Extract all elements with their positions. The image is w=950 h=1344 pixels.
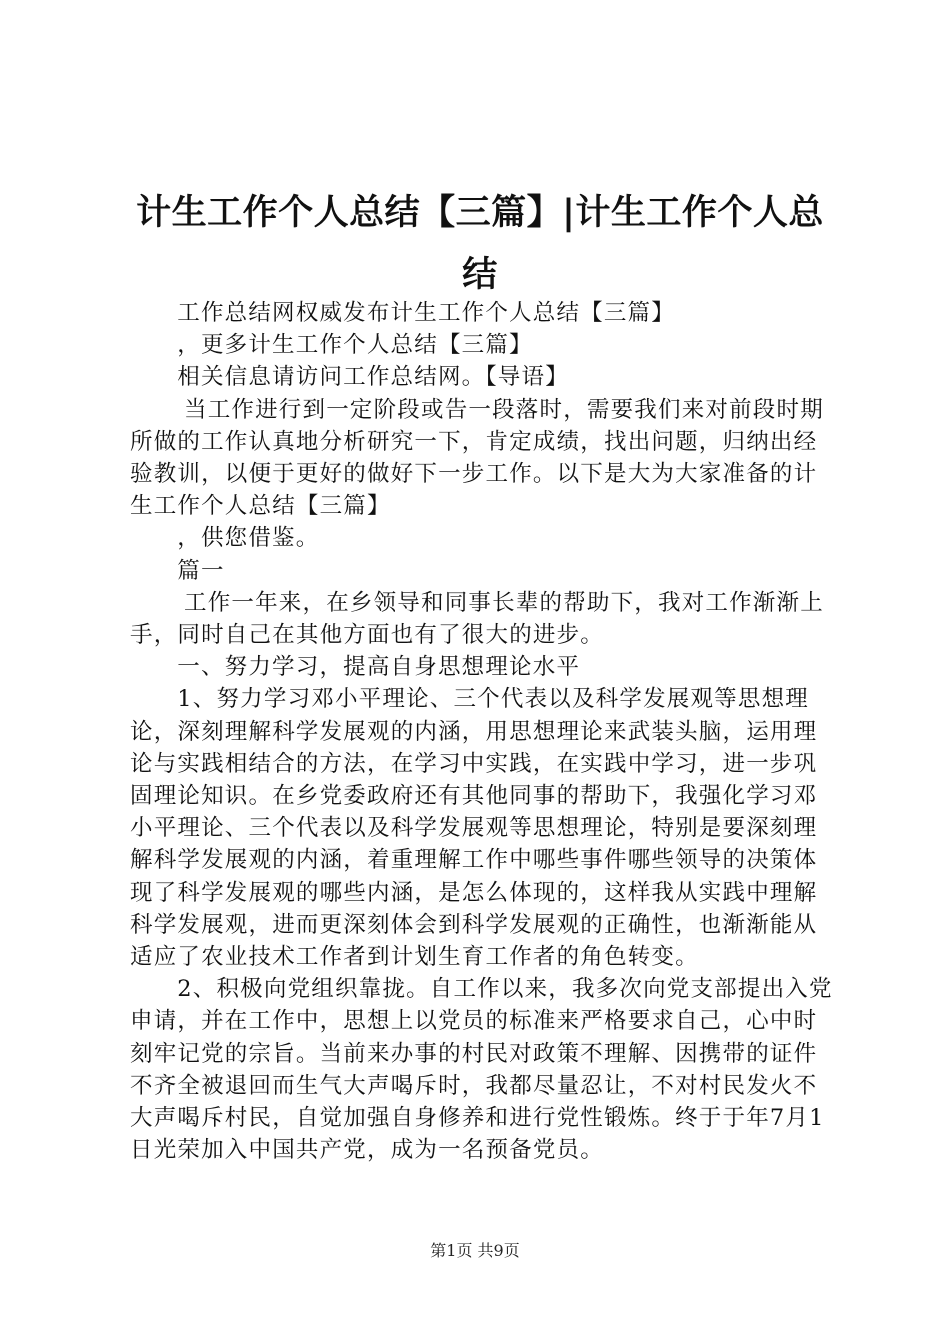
paragraph-party: 2、积极向党组织靠拢。自工作以来，我多次向党支部提出入党申请，并在工作中，思想上以党员的标准来严格要求自己，心中时刻牢记党的宗旨。当前来办事的村民对政策不理解、因携带的证件不齐全被退回而生气大声喝斥时，我都尽量忍让，不对村民发火不大声喝斥村民，自觉加强自身修养和进行党性锻炼。终于于年7月1日光荣加入中国共产党，成为一名预备党员。: [130, 976, 833, 1164]
paragraph-intro: 当工作进行到一定阶段或告一段落时，需要我们来对前段时期所做的工作认真地分析研究一下，肯定成绩，找出问题，归纳出经验教训，以便于更好的做好下一步工作。以下是大为大家准备的计生工作个人总结【三篇】: [130, 396, 824, 520]
paragraph-year-summary: 工作一年来，在乡领导和同事长辈的帮助下，我对工作渐渐上手，同时自己在其他方面也有了很大的进步。: [130, 589, 824, 649]
document-title: 计生工作个人总结【三篇】|计生工作个人总结: [136, 193, 824, 295]
paragraph-visit: 相关信息请访问工作总结网。【导语】: [177, 364, 569, 391]
paragraph-more: ，更多计生工作个人总结【三篇】: [177, 332, 533, 359]
paragraph-source: 工作总结网权威发布计生工作个人总结【三篇】: [177, 300, 675, 326]
paragraph-reference: ，供您借鉴。: [177, 525, 320, 552]
section-heading-part-one: 篇一: [177, 557, 225, 584]
paragraph-study-theory: 1、努力学习邓小平理论、三个代表以及科学发展观等思想理论，深刻理解科学发展观的内涵，用思想理论来武装头脑，运用理论与实践相结合的方法，在学习中实践，在实践中学习，进一步巩固理论知识。在乡党委政府还有其他同事的帮助下，我强化学习邓小平理论、三个代表以及科学发展观等思想理论，特别是要深刻理解科学发展观的内涵，着重理解工作中哪些事件哪些领导的决策体现了科学发展观的哪些内涵，是怎么体现的，这样我从实践中理解科学发展观，进而更深刻体会到科学发展观的正确性，也渐渐能从适应了农业技术工作者到计划生育工作者的角色转变。: [130, 686, 818, 971]
page-number: 第1页 共9页: [430, 1241, 520, 1260]
document-body: [130, 297, 834, 1166]
section-heading-study: 一、努力学习，提高自身思想理论水平: [177, 654, 581, 681]
